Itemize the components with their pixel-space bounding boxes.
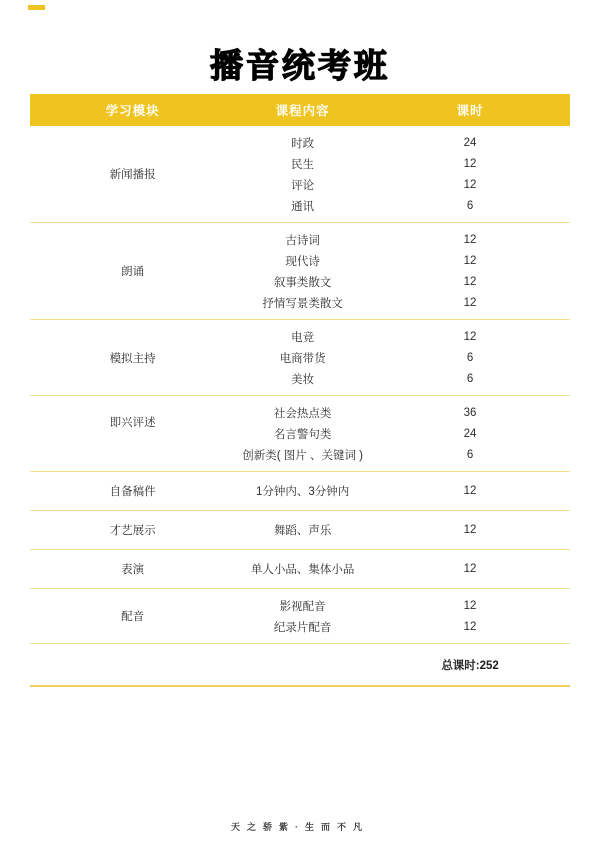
module-group-row bbox=[30, 589, 570, 644]
course-name: 1分钟内、3分钟内 bbox=[256, 486, 350, 498]
course-name: 电竞 bbox=[291, 331, 315, 344]
column-header-module: 学习模块 bbox=[105, 104, 160, 118]
course-row bbox=[235, 292, 570, 313]
course-table bbox=[30, 94, 570, 687]
course-hours: 24 bbox=[463, 427, 477, 440]
course-hours: 12 bbox=[463, 563, 477, 575]
column-header-hours: 课时 bbox=[456, 104, 484, 118]
course-name: 叙事类散文 bbox=[273, 276, 332, 289]
module-course-list bbox=[235, 478, 570, 504]
course-hours: 6 bbox=[466, 351, 474, 364]
course-hours: 12 bbox=[463, 233, 477, 246]
module-label: 自备稿件 bbox=[109, 486, 156, 498]
course-row bbox=[235, 229, 570, 250]
module-course-list bbox=[235, 595, 570, 637]
module-course-list bbox=[235, 402, 570, 465]
course-row bbox=[235, 250, 570, 271]
course-hours: 12 bbox=[463, 524, 477, 536]
course-name: 社会热点类 bbox=[273, 407, 332, 420]
course-row bbox=[235, 174, 570, 195]
course-row bbox=[235, 271, 570, 292]
course-name: 评论 bbox=[291, 179, 315, 192]
course-hours: 12 bbox=[463, 485, 477, 497]
module-group-row bbox=[30, 511, 570, 550]
course-name: 古诗词 bbox=[285, 234, 320, 247]
course-name: 创新类( 图片 、关键词 ) bbox=[242, 449, 364, 462]
course-hours: 6 bbox=[466, 448, 474, 461]
course-hours: 36 bbox=[463, 406, 477, 419]
module-label: 表演 bbox=[121, 564, 145, 576]
course-row bbox=[235, 556, 570, 582]
table-header-row bbox=[30, 94, 570, 126]
course-row bbox=[235, 153, 570, 174]
course-name: 现代诗 bbox=[285, 255, 320, 268]
course-name: 名言警句类 bbox=[273, 428, 332, 441]
course-hours: 12 bbox=[463, 157, 477, 170]
course-hours: 12 bbox=[463, 330, 477, 343]
corner-accent-mark bbox=[28, 5, 45, 10]
course-row bbox=[235, 195, 570, 216]
module-group-row bbox=[30, 320, 570, 396]
total-row bbox=[30, 644, 570, 687]
module-group-row bbox=[30, 550, 570, 589]
course-row bbox=[235, 423, 570, 444]
course-hours: 12 bbox=[463, 296, 477, 309]
course-row bbox=[235, 478, 570, 504]
module-label: 才艺展示 bbox=[109, 525, 156, 537]
course-name: 影视配音 bbox=[279, 600, 326, 613]
course-row bbox=[235, 347, 570, 368]
course-name: 美妆 bbox=[291, 373, 315, 386]
course-row bbox=[235, 444, 570, 465]
course-row bbox=[235, 132, 570, 153]
table-body bbox=[30, 126, 570, 644]
page-title: 播音统考班 bbox=[210, 47, 390, 84]
course-row bbox=[235, 595, 570, 616]
module-label: 新闻播报 bbox=[109, 169, 156, 181]
module-course-list bbox=[235, 517, 570, 543]
course-name: 通讯 bbox=[291, 200, 315, 213]
course-hours: 24 bbox=[463, 136, 477, 149]
module-label: 朗诵 bbox=[121, 266, 145, 278]
course-row bbox=[235, 517, 570, 543]
course-row bbox=[235, 616, 570, 637]
course-hours: 12 bbox=[463, 178, 477, 191]
course-hours: 12 bbox=[463, 275, 477, 288]
module-group-row bbox=[30, 396, 570, 472]
course-name: 电商带货 bbox=[279, 352, 326, 365]
course-row bbox=[235, 326, 570, 347]
module-group-row bbox=[30, 472, 570, 511]
module-group-row bbox=[30, 126, 570, 223]
module-course-list bbox=[235, 556, 570, 582]
course-hours: 12 bbox=[463, 599, 477, 612]
course-hours: 6 bbox=[466, 372, 474, 385]
module-label: 配音 bbox=[121, 611, 145, 623]
course-name: 舞蹈、声乐 bbox=[273, 525, 332, 537]
course-name: 时政 bbox=[291, 137, 315, 150]
course-hours: 6 bbox=[466, 199, 474, 212]
footer-slogan: 天之骄紫·生而不凡 bbox=[231, 822, 369, 832]
module-course-list bbox=[235, 229, 570, 313]
course-name: 抒情写景类散文 bbox=[262, 297, 343, 310]
module-course-list bbox=[235, 326, 570, 389]
module-course-list bbox=[235, 132, 570, 216]
module-group-row bbox=[30, 223, 570, 320]
course-hours: 12 bbox=[463, 254, 477, 267]
total-hours-label: 总课时:252 bbox=[441, 659, 499, 672]
course-hours: 12 bbox=[463, 620, 477, 633]
module-label: 即兴评述 bbox=[109, 416, 156, 429]
course-name: 纪录片配音 bbox=[273, 621, 332, 634]
course-name: 单人小品、集体小品 bbox=[250, 564, 355, 576]
course-row bbox=[235, 368, 570, 389]
module-label: 模拟主持 bbox=[109, 352, 156, 365]
course-name: 民生 bbox=[291, 158, 315, 171]
column-header-content: 课程内容 bbox=[275, 104, 330, 118]
course-row bbox=[235, 402, 570, 423]
